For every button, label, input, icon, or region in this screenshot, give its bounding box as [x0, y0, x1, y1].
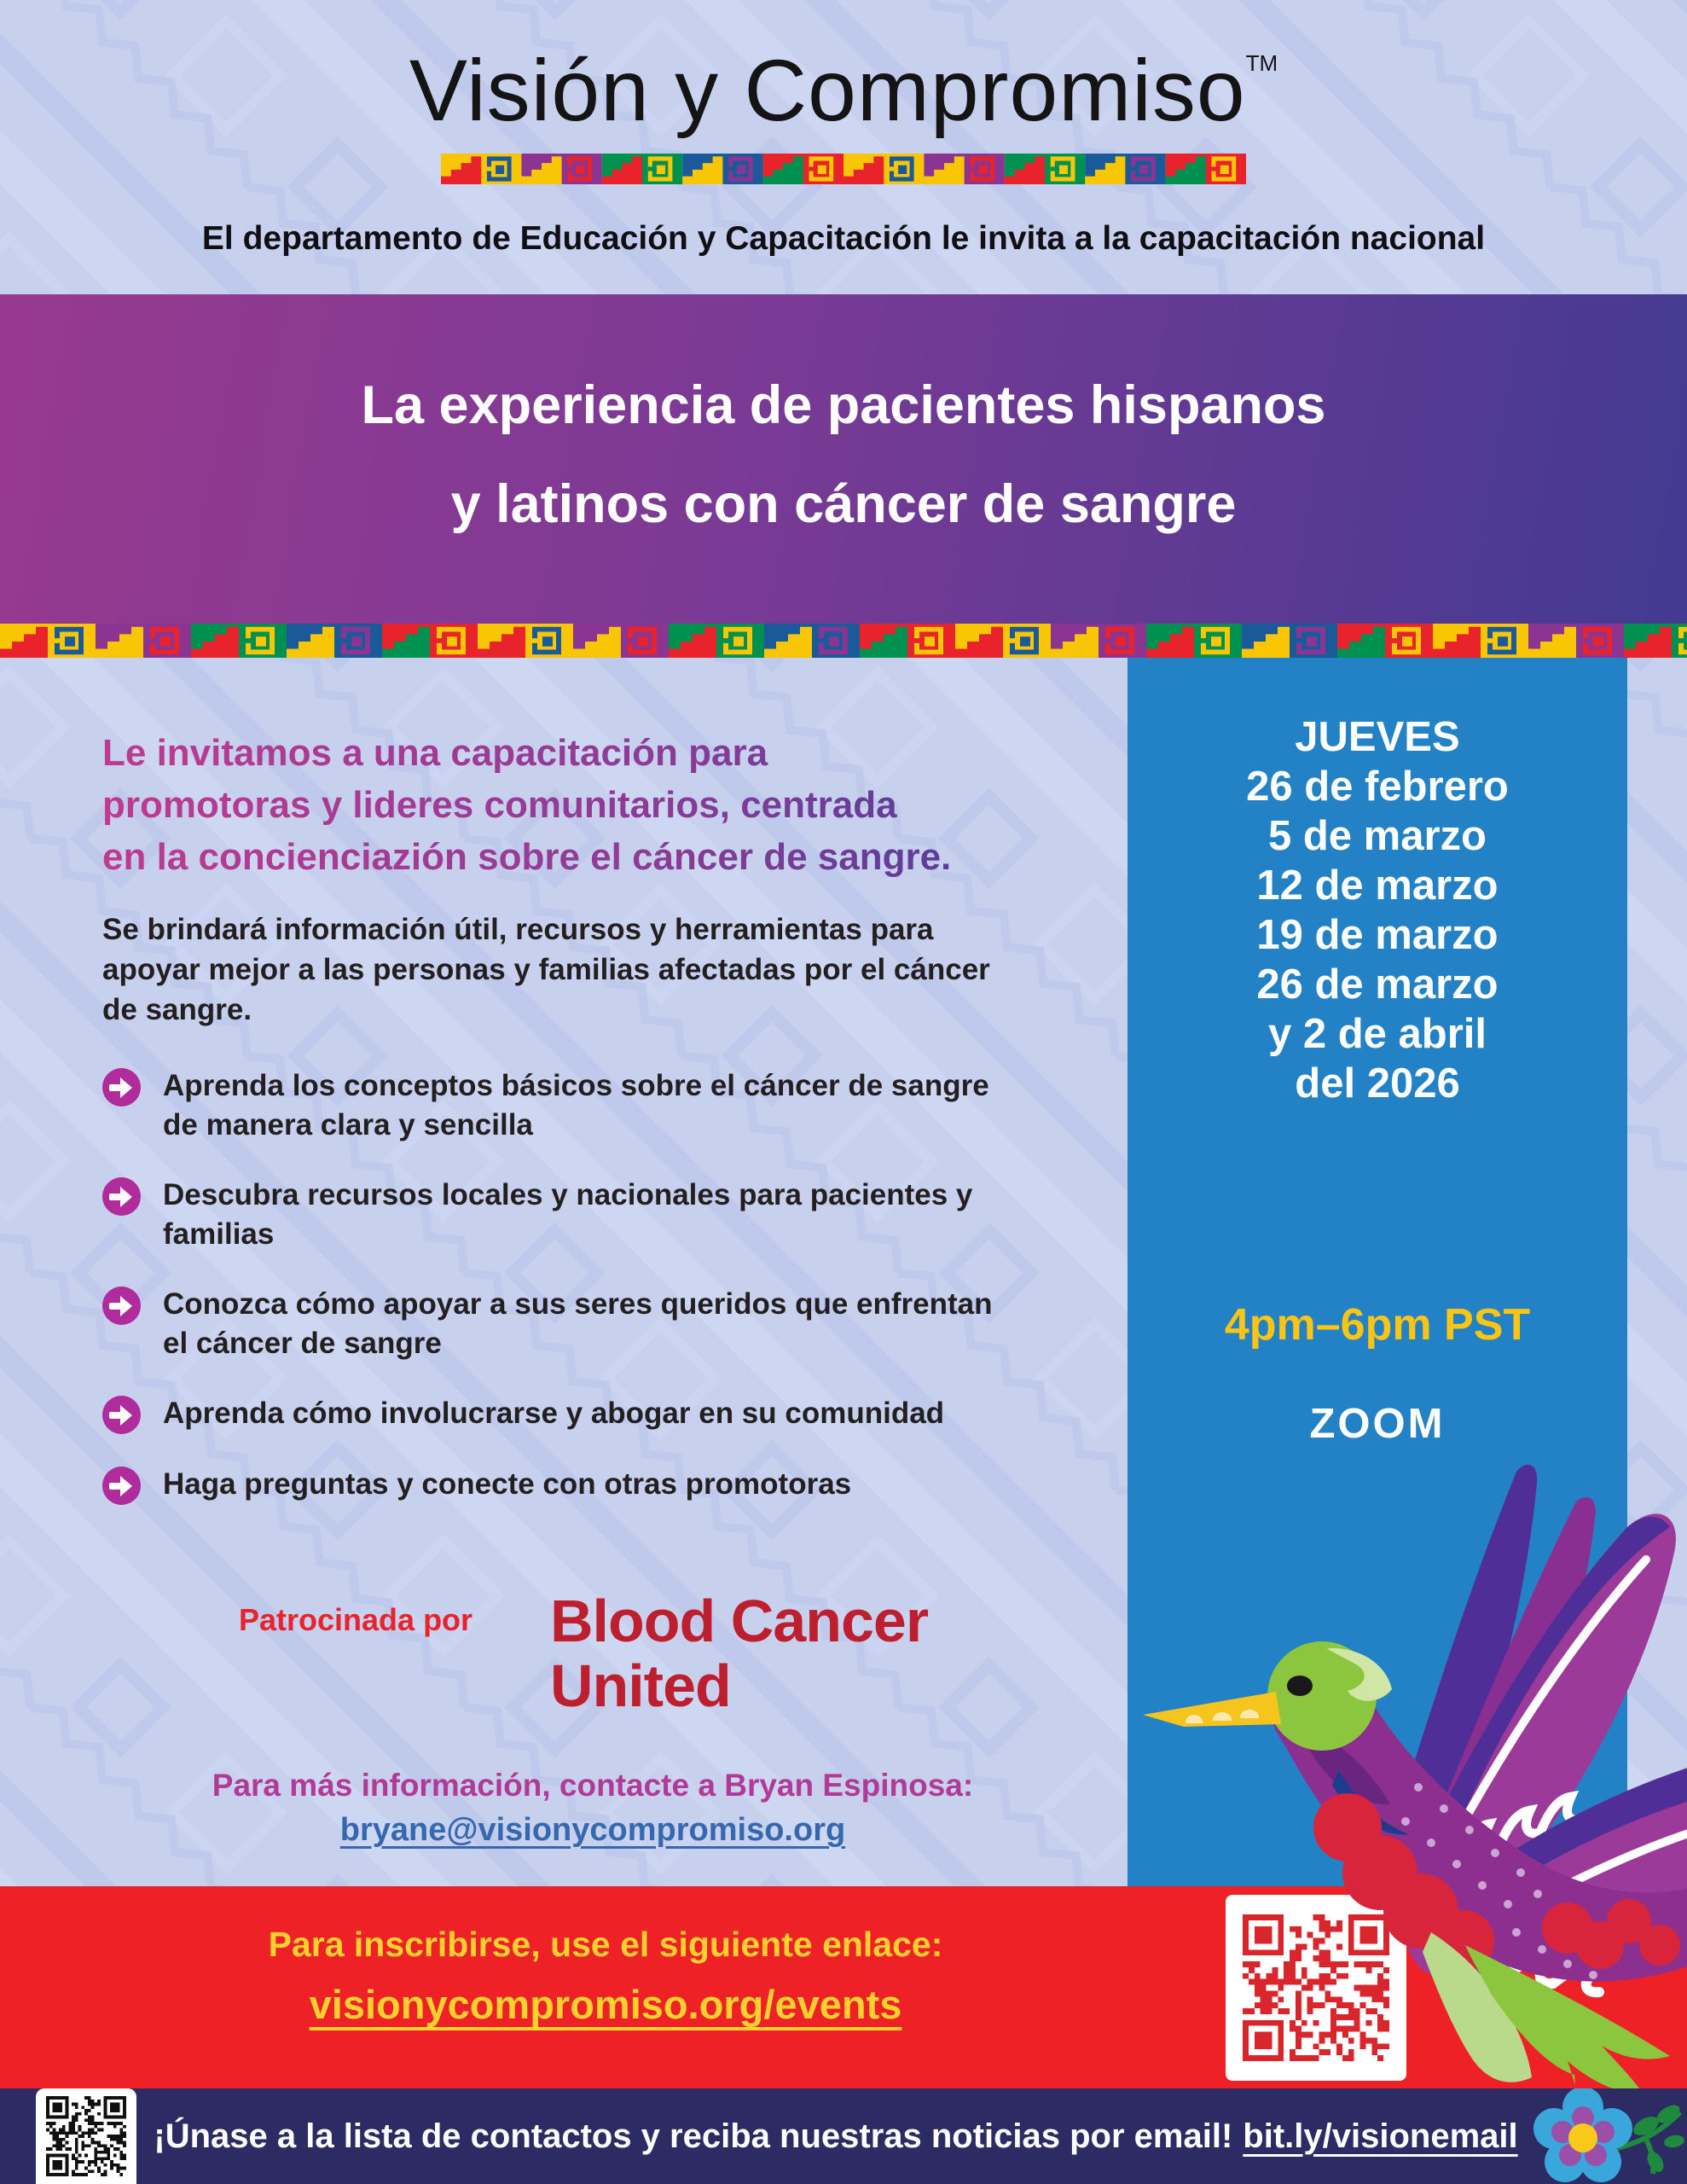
- schedule-date: del 2026: [1295, 1060, 1460, 1107]
- title-banner: [0, 294, 1687, 624]
- page-title: [0, 294, 1687, 554]
- list-item: [102, 1285, 1006, 1363]
- schedule-time: 4pm–6pm PST: [1224, 1300, 1531, 1350]
- aztec-border-small: [441, 154, 1246, 184]
- header-tagline: El departamento de Educación y Capacitación le invita a la capacitación nacional: [201, 220, 1486, 257]
- schedule-date: y 2 de abril: [1267, 1011, 1487, 1057]
- register-url-link[interactable]: [0, 1981, 1211, 2028]
- arrow-right-circle-icon: [102, 1396, 141, 1434]
- sponsor-logo-line1: Blood Cancer: [550, 1588, 929, 1654]
- brand-logo: [0, 41, 1687, 141]
- page-title-line2: y latinos con cáncer de sangre: [450, 474, 1237, 534]
- description-line3: de sangre.: [102, 993, 252, 1026]
- register-url-text: visionycompromiso.org/events: [309, 1982, 902, 2027]
- schedule-day: JUEVES: [1295, 714, 1460, 760]
- aztec-border-large: [0, 624, 1687, 658]
- arrow-right-circle-icon: [102, 1467, 141, 1505]
- description-line1: Se brindará información útil, recursos y herramientas para: [102, 913, 934, 946]
- bullet-text: Conozca cómo apoyar a sus seres queridos que enfrentan el cáncer de sangre: [163, 1287, 993, 1360]
- schedule-panel: [1128, 658, 1627, 1886]
- footer-text: [154, 2088, 1518, 2184]
- schedule-dates: [1246, 712, 1509, 1108]
- schedule-date: 5 de marzo: [1268, 813, 1487, 859]
- sponsor-logo: [550, 1589, 928, 1718]
- intro-line3: en la concienciazión sobre el cáncer de sangre.: [102, 836, 952, 878]
- bullet-text: Aprenda cómo involucrarse y abogar en su comunidad: [163, 1397, 945, 1430]
- intro-line2: promotoras y lideres comunitarios, centrada: [102, 784, 897, 826]
- contact-block: [0, 1768, 1186, 1849]
- footer-link[interactable]: bit.ly/visionemail: [1243, 2117, 1518, 2155]
- page-title-line1: La experiencia de pacientes hispanos: [361, 375, 1326, 435]
- bullet-text: Aprenda los conceptos básicos sobre el cáncer de sangre de manera clara y sencilla: [163, 1069, 989, 1141]
- arrow-right-circle-icon: [102, 1177, 141, 1216]
- register-label: Para inscribirse, use el siguiente enlace:: [268, 1925, 943, 1964]
- contact-email-link[interactable]: bryane@visionycompromiso.org: [339, 1812, 846, 1848]
- qr-code-icon: [46, 2096, 126, 2176]
- sponsor-label: Patrocinada por: [239, 1602, 473, 1637]
- schedule-date: 26 de febrero: [1246, 764, 1509, 810]
- schedule-date: 19 de marzo: [1256, 912, 1499, 958]
- contact-text: Para más información, contacte a Bryan Espinosa:: [212, 1768, 974, 1803]
- arrow-right-circle-icon: [102, 1287, 141, 1325]
- bullet-text: Descubra recursos locales y nacionales para pacientes y familias: [163, 1178, 973, 1251]
- flower-illustration: [1516, 2088, 1687, 2184]
- bullet-list: [102, 1066, 1006, 1505]
- schedule-date: 26 de marzo: [1256, 961, 1499, 1008]
- list-item: [102, 1394, 1006, 1434]
- footer-message: ¡Únase a la lista de contactos y reciba nuestras noticias por email!: [154, 2117, 1233, 2155]
- sponsor-logo-line2: United: [550, 1653, 731, 1719]
- schedule-platform: ZOOM: [1309, 1401, 1446, 1447]
- arrow-right-circle-icon: [102, 1068, 141, 1107]
- qr-code-email: [36, 2088, 136, 2184]
- brand-name: Visión y Compromiso: [409, 42, 1246, 139]
- description-text: [102, 909, 1058, 1030]
- bullet-text: Haga preguntas y conecte con otras promotoras: [163, 1467, 852, 1501]
- list-item: [102, 1465, 1006, 1505]
- description-line2: apoyar mejor a las personas y familias afectadas por el cáncer: [102, 953, 990, 986]
- intro-line1: Le invitamos a una capacitación para: [102, 732, 768, 774]
- list-item: [102, 1176, 1006, 1254]
- intro-text: [102, 727, 1109, 883]
- trademark-symbol: TM: [1245, 50, 1278, 76]
- list-item: [102, 1066, 1006, 1145]
- qr-code-icon: [1243, 1914, 1389, 2061]
- schedule-date: 12 de marzo: [1256, 863, 1499, 909]
- qr-code-events: [1226, 1895, 1406, 2081]
